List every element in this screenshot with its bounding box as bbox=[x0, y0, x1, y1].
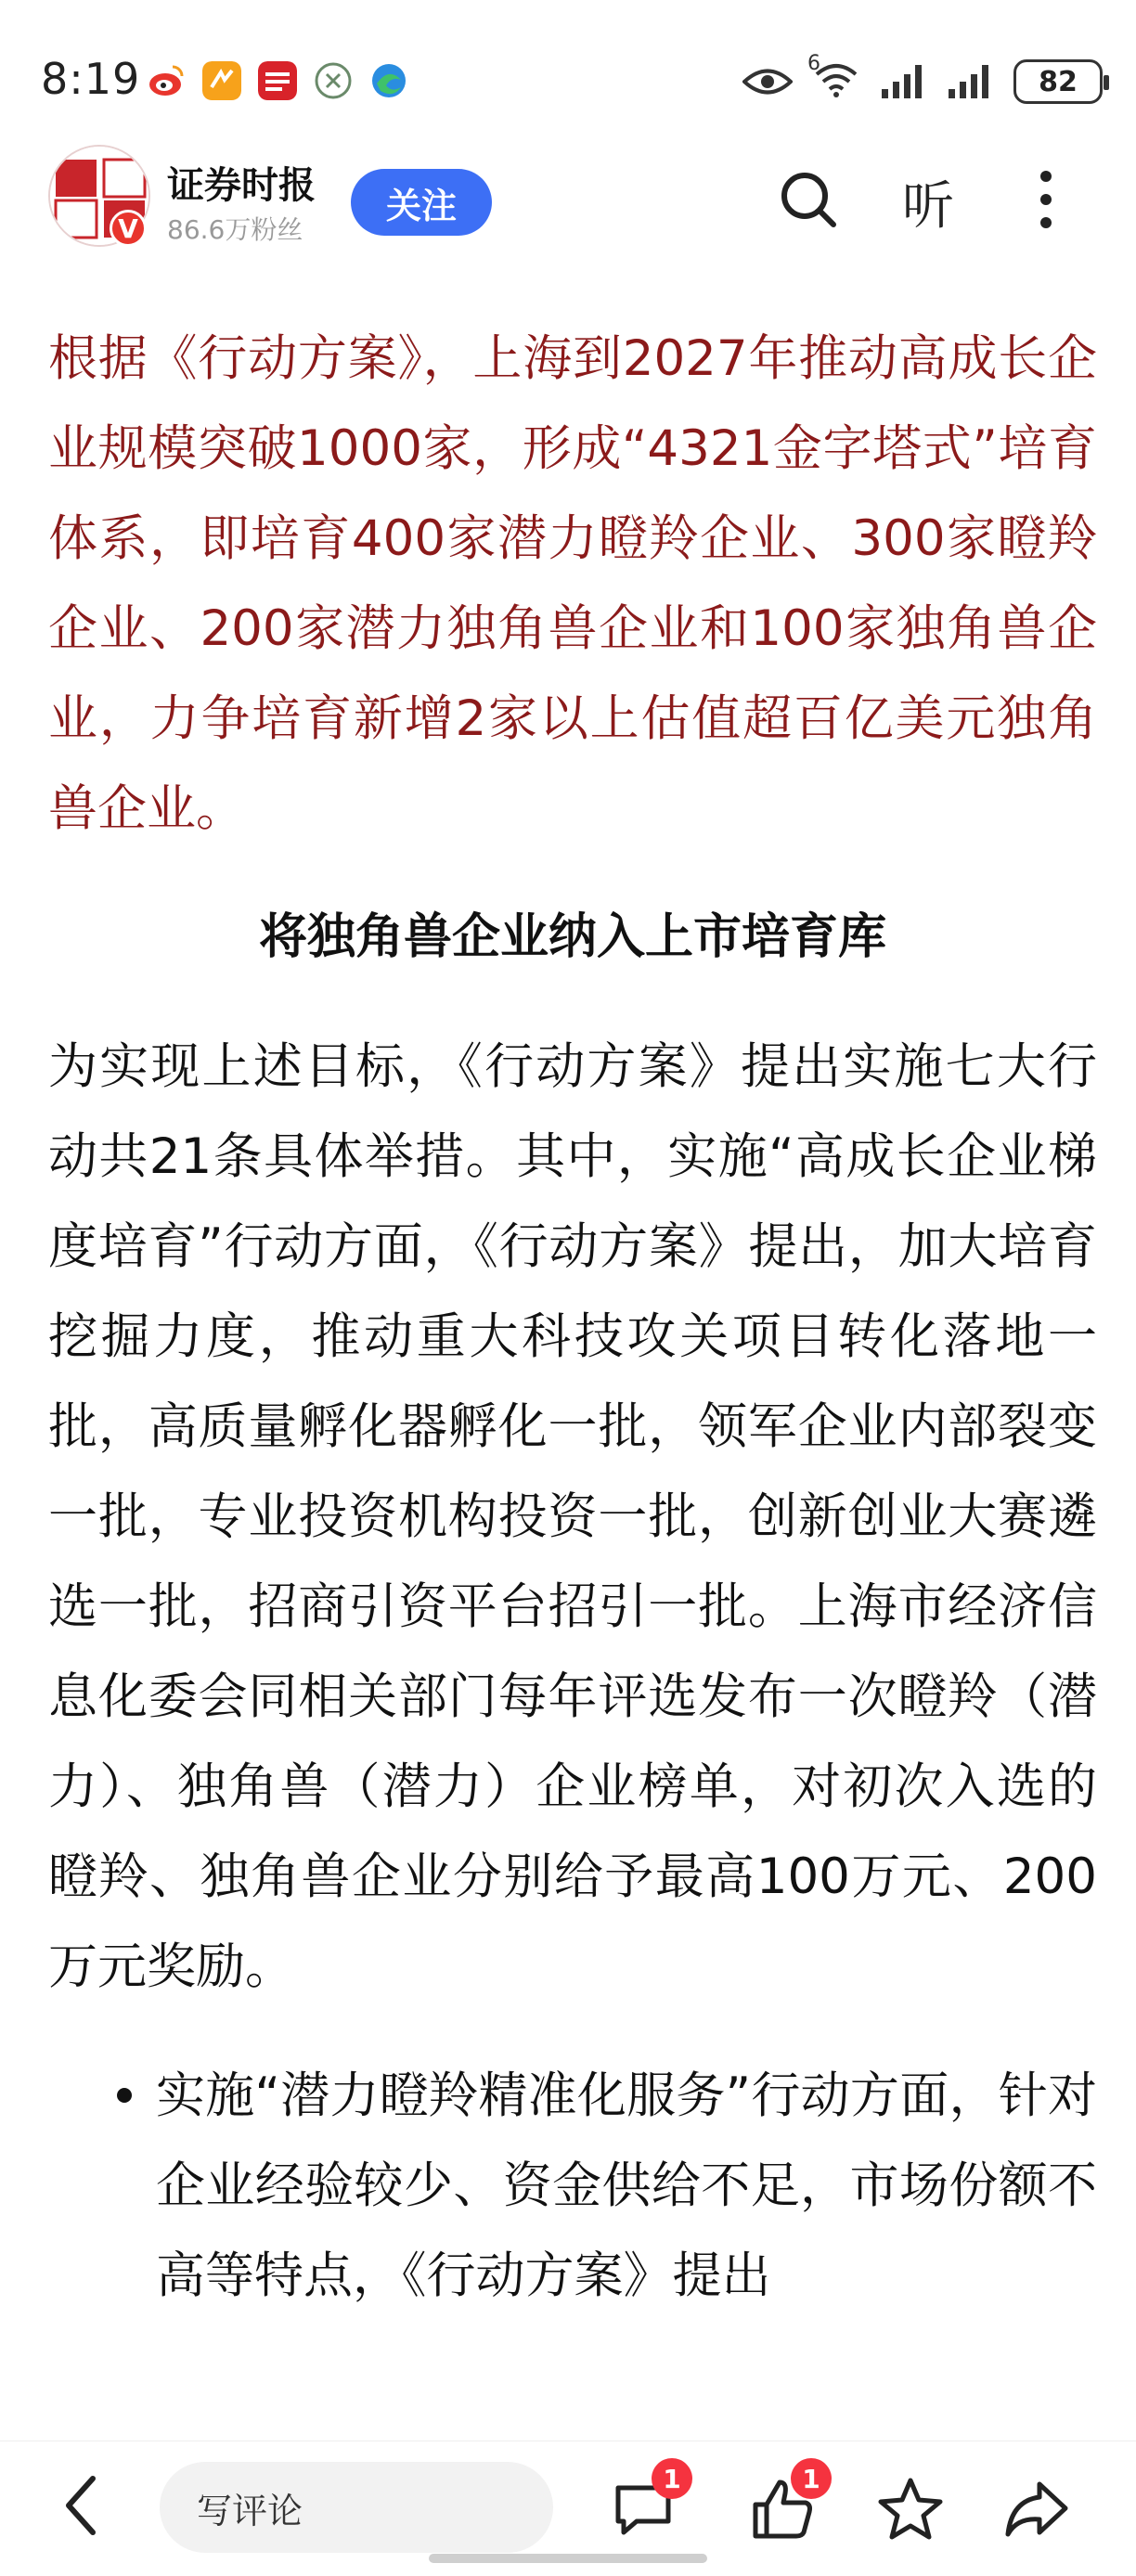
like-count-badge: 1 bbox=[791, 2458, 832, 2499]
source-name[interactable]: 证券时报 bbox=[167, 164, 316, 207]
orange-app-icon bbox=[202, 61, 241, 100]
share-icon[interactable] bbox=[1002, 2475, 1071, 2544]
list-item: 实施“潜力瞪羚精准化服务”行动方面，针对企业经验较少、资金供给不足，市场份额不高等特点，《行动方案》提出 bbox=[48, 2051, 1097, 2321]
network-label: 6 bbox=[807, 52, 820, 75]
comment-button[interactable] bbox=[609, 2463, 681, 2544]
eye-icon bbox=[742, 66, 793, 97]
back-arrow-icon[interactable] bbox=[58, 2471, 104, 2540]
follow-button[interactable]: 关注 bbox=[351, 169, 492, 236]
status-indicators bbox=[742, 52, 1103, 104]
edge-app-icon bbox=[369, 61, 408, 100]
comment-input[interactable]: 写评论 bbox=[160, 2462, 553, 2553]
weibo-app-icon bbox=[147, 61, 186, 100]
search-icon[interactable] bbox=[776, 167, 841, 232]
signal-icon-1 bbox=[880, 63, 926, 100]
home-indicator bbox=[0, 2543, 1136, 2576]
gray-app-icon bbox=[314, 61, 353, 100]
status-time: 8:19 bbox=[41, 54, 141, 104]
star-icon[interactable] bbox=[876, 2475, 945, 2544]
listen-button[interactable]: 听 bbox=[902, 176, 954, 237]
article-header bbox=[0, 139, 1136, 260]
comment-count-badge: 1 bbox=[652, 2458, 692, 2499]
highlighted-paragraph: 根据《行动方案》，上海到2027年推动高成长企业规模突破1000家，形成“4321金字塔式”培育体系，即培育400家潜力瞪羚企业、300家瞪羚企业、200家潜力独角兽企业和100家独角兽企业，力争培育新增2家以上估值超百亿美元独角兽企业。 bbox=[48, 330, 1097, 837]
wifi-indicator bbox=[807, 52, 859, 102]
battery-indicator: 82 bbox=[1013, 59, 1103, 104]
article-body bbox=[48, 314, 1097, 2321]
like-button[interactable] bbox=[748, 2463, 820, 2544]
fans-count: 86.6万粉丝 bbox=[167, 214, 303, 245]
section-heading: 将独角兽企业纳入上市培育库 bbox=[258, 909, 886, 965]
status-bar bbox=[0, 0, 1136, 139]
verified-badge: V bbox=[110, 210, 147, 247]
signal-icon-2 bbox=[947, 63, 993, 100]
notification-icons bbox=[147, 61, 408, 100]
body-paragraph: 为实现上述目标，《行动方案》提出实施七大行动共21条具体举措。其中，实施“高成长企业梯度培育”行动方面，《行动方案》提出，加大培育挖掘力度，推动重大科技攻关项目转化落地一批，高质量孵化器孵化一批，领军企业内部裂变一批，专业投资机构投资一批，创新创业大赛遴选一批，招商引资平台招引一批。上海市经济信息化委会同相关部门每年评选发布一次瞪羚（潜力）、独角兽（潜力）企业榜单，对初次入选的瞪羚、独角兽企业分别给予最高100万元、200万元奖励。 bbox=[48, 1038, 1097, 1995]
red-app-icon bbox=[258, 61, 297, 100]
more-icon[interactable] bbox=[1032, 167, 1060, 232]
